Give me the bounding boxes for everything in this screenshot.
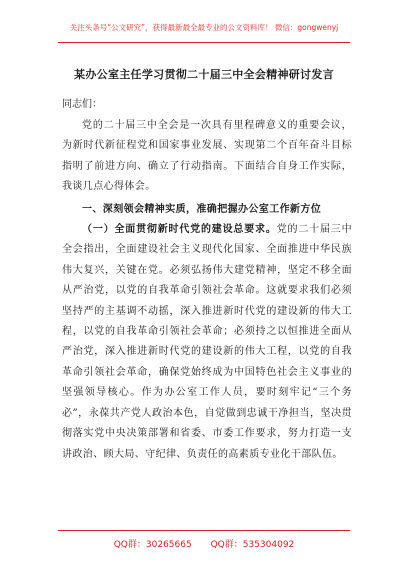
- subsection-paragraph: [62, 220, 352, 465]
- section-heading: 一、深刻领会精神实质，准确把握办公室工作新方位: [82, 203, 322, 215]
- footer-contact: [0, 537, 408, 550]
- subsection-body: 党的二十届三中全会指出，全面建设社会主义现代化国家、全面推进中华民族伟大复兴，关键在党。必须弘扬伟大建党精神，坚定不移全面从严治党，以党的自我革命引领社会革命。这就要求我们必须坚持严的主基调不动摇，深入推进新时代党的建设新的伟大工程，以党的自我革命引领社会革命；必须持之以恒推进全面从严治党，深入推进新时代党的建设新的伟大工程，以党的自我革命引领社会革命，确保党始终成为中国特色社会主义事业的坚强领导核心。作为办公室工作人员，要时刻牢记“三个务必”，永葆共产党人政治本色，自觉做到忠诚干净担当，坚决贯彻落实党中央决策部署和省委、市委工作要求，努力打造一支讲政治、顾大局、守纪律、负责任的高素质专业化干部队伍。: [62, 224, 352, 460]
- salutation: 同志们：: [62, 99, 102, 110]
- intro-paragraph: 党的二十届三中全会是一次具有里程碑意义的重要会议，为新时代新征程党和国家事业发展、实现第二个百年奋斗目标指明了前进方向、确立了行动指南。下面结合自身工作实际，我谈几点心得体会。: [62, 120, 352, 193]
- footer-divider: [58, 530, 350, 531]
- header-promo-text: 关注头条号“公文研究”，获得最新最全最专业的公文资料库！ 微信：gongwenyj: [69, 23, 339, 32]
- header-divider: [58, 42, 350, 43]
- document-title: 某办公室主任学习贯彻二十届三中全会精神研讨发言: [74, 68, 334, 81]
- document-body: [62, 116, 352, 465]
- footer-qq-group-two: QQ群：535304092: [210, 540, 295, 550]
- subsection-heading: （一）全面贯彻新时代党的建设总要求。: [82, 224, 277, 236]
- footer-qq-group-one: QQ群：30265665: [113, 540, 192, 550]
